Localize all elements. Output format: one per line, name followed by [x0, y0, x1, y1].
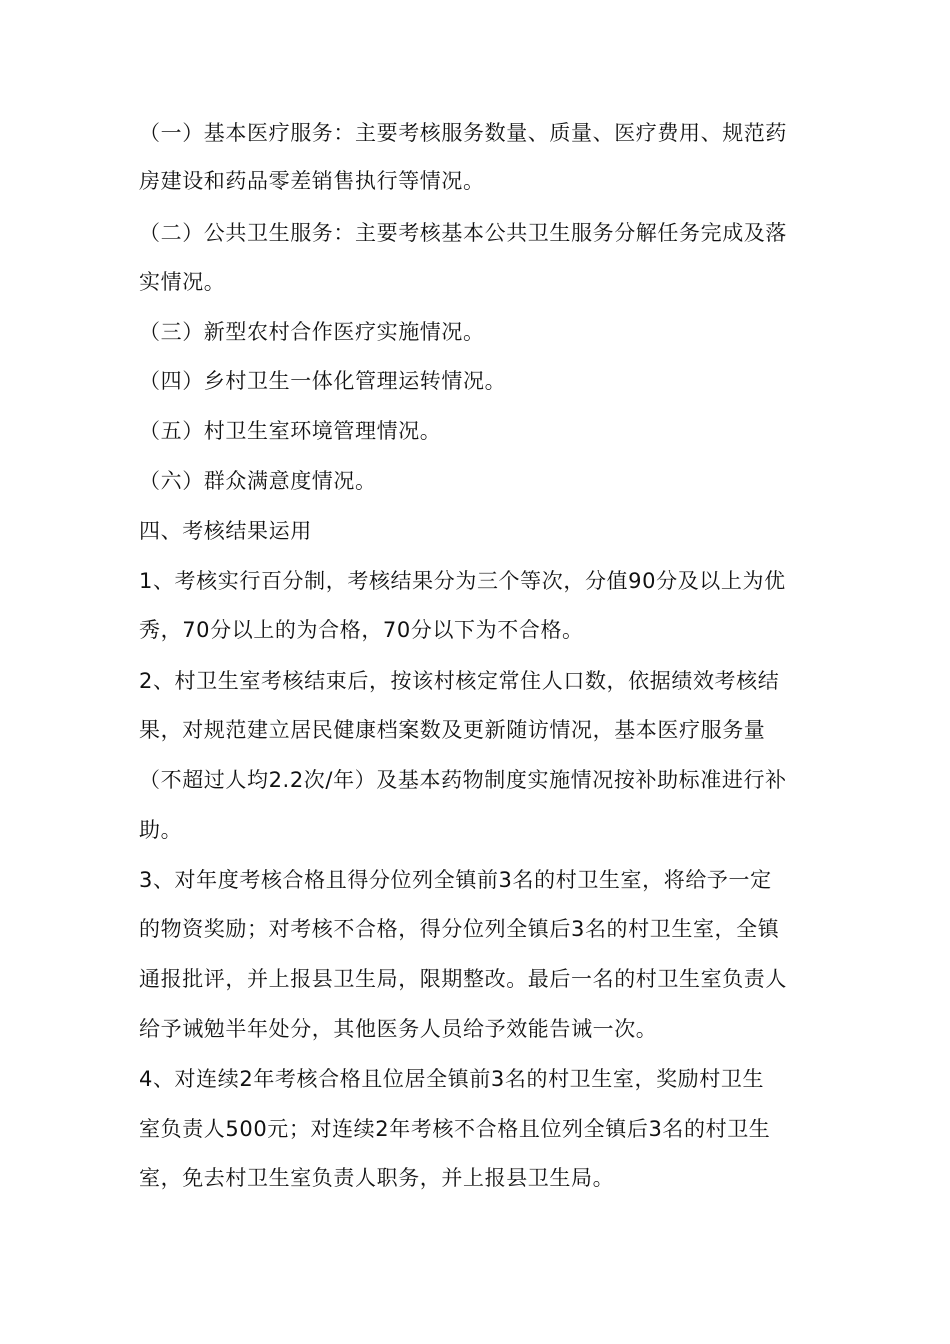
paragraph-1-line-2: 房建设和药品零差销售执行等情况。	[139, 169, 485, 193]
paragraph-1-line-1: （一）基本医疗服务：主要考核服务数量、质量、医疗费用、规范药	[139, 121, 787, 145]
item-4-line-3: 室，免去村卫生室负责人职务，并上报县卫生局。	[139, 1166, 615, 1190]
item-1-line-2: 秀，70分以上的为合格，70分以下为不合格。	[139, 618, 584, 642]
paragraph-2-line-2: 实情况。	[139, 270, 226, 294]
item-3-line-2: 的物资奖励；对考核不合格，得分位列全镇后3名的村卫生室，全镇	[139, 917, 780, 941]
item-3-line-4: 给予诫勉半年处分，其他医务人员给予效能告诫一次。	[139, 1017, 658, 1041]
paragraph-5: （五）村卫生室环境管理情况。	[139, 419, 442, 443]
item-3-line-3: 通报批评，并上报县卫生局，限期整改。最后一名的村卫生室负责人	[139, 967, 787, 991]
paragraph-6: （六）群众满意度情况。	[139, 469, 377, 493]
item-4-line-2: 室负责人500元；对连续2年考核不合格且位列全镇后3名的村卫生	[139, 1117, 771, 1141]
item-1-line-1: 1、考核实行百分制，考核结果分为三个等次，分值90分及以上为优	[139, 569, 786, 593]
section-heading: 四、考核结果运用	[139, 519, 312, 543]
item-2-line-4: 助。	[139, 818, 183, 842]
paragraph-4: （四）乡村卫生一体化管理运转情况。	[139, 369, 507, 393]
paragraph-2-line-1: （二）公共卫生服务：主要考核基本公共卫生服务分解任务完成及落	[139, 221, 787, 245]
item-3-line-1: 3、对年度考核合格且得分位列全镇前3名的村卫生室，将给予一定	[139, 868, 772, 892]
item-4-line-1: 4、对连续2年考核合格且位居全镇前3名的村卫生室，奖励村卫生	[139, 1067, 765, 1091]
item-2-line-3: （不超过人均2.2次/年）及基本药物制度实施情况按补助标准进行补	[139, 768, 787, 792]
item-2-line-1: 2、村卫生室考核结束后，按该村核定常住人口数，依据绩效考核结	[139, 669, 780, 693]
item-2-line-2: 果，对规范建立居民健康档案数及更新随访情况，基本医疗服务量	[139, 718, 766, 742]
paragraph-3: （三）新型农村合作医疗实施情况。	[139, 320, 485, 344]
